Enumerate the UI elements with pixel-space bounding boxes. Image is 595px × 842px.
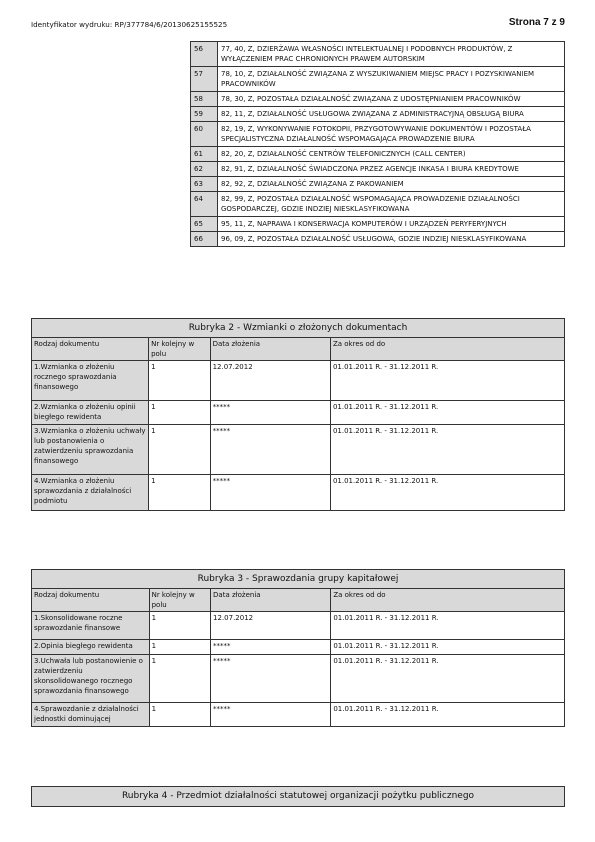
table-row <box>32 703 565 727</box>
sequence-number-cell: 1 <box>149 640 210 655</box>
sequence-number-cell: 1 <box>149 425 210 475</box>
document-type-cell: 2.Wzmianka o złożeniu opinii biegłego rewidenta <box>32 401 149 425</box>
table-header-row <box>32 589 565 612</box>
rubryka-4-table <box>31 786 565 807</box>
sequence-number-cell: 1 <box>149 703 210 727</box>
filing-date-cell: ***** <box>210 425 330 475</box>
column-header: Data złożenia <box>211 589 331 612</box>
pkd-row-number: 58 <box>191 92 218 107</box>
pkd-row <box>191 217 565 232</box>
filing-date-cell: 12.07.2012 <box>210 361 330 401</box>
table-row <box>32 612 565 640</box>
filing-date-cell: 12.07.2012 <box>211 612 331 640</box>
period-cell: 01.01.2011 R. - 31.12.2011 R. <box>331 612 565 640</box>
pkd-row-description: 78, 30, Z, POZOSTAŁA DZIAŁALNOŚĆ ZWIĄZANA Z UDOSTĘPNIANIEM PRACOWNIKÓW <box>218 92 565 107</box>
document-type-cell: 1.Skonsolidowane roczne sprawozdanie finansowe <box>32 612 150 640</box>
column-header: Rodzaj dokumentu <box>32 589 150 612</box>
pkd-row-description: 82, 19, Z, WYKONYWANIE FOTOKOPII, PRZYGOTOWYWANIE DOKUMENTÓW I POZOSTAŁA SPECJALISTYCZNA DZIAŁALNOŚĆ WSPOMAGAJĄCA PROWADZENIE BIURA <box>218 122 565 147</box>
pkd-row-number: 64 <box>191 192 218 217</box>
sequence-number-cell: 1 <box>149 361 210 401</box>
pkd-row-number: 66 <box>191 232 218 247</box>
document-type-cell: 3.Wzmianka o złożeniu uchwały lub postanowienia o zatwierdzeniu sprawozdania finansowego <box>32 425 149 475</box>
period-cell: 01.01.2011 R. - 31.12.2011 R. <box>330 361 564 401</box>
pkd-row <box>191 67 565 92</box>
table-row <box>32 655 565 703</box>
sequence-number-cell: 1 <box>149 401 210 425</box>
rubryka-2-title: Rubryka 2 - Wzmianki o złożonych dokumentach <box>32 319 565 338</box>
sequence-number-cell: 1 <box>149 655 210 703</box>
period-cell: 01.01.2011 R. - 31.12.2011 R. <box>331 703 565 727</box>
print-identifier: Identyfikator wydruku: RP/377784/6/20130625155525 <box>31 20 228 29</box>
pkd-row <box>191 42 565 67</box>
table-row <box>32 640 565 655</box>
pkd-row-description: 82, 99, Z, POZOSTAŁA DZIAŁALNOŚĆ WSPOMAGAJĄCA PROWADZENIE DZIAŁALNOŚCI GOSPODARCZEJ, GDZIE INDZIEJ NIESKLASYFIKOWANA <box>218 192 565 217</box>
table-row <box>32 425 565 475</box>
rubryka-4-title: Rubryka 4 - Przedmiot działalności statutowej organizacji pożytku publicznego <box>32 787 565 807</box>
pkd-row-number: 63 <box>191 177 218 192</box>
column-header: Za okres od do <box>330 338 564 361</box>
document-type-cell: 4.Wzmianka o złożeniu sprawozdania z działalności podmiotu <box>32 475 149 511</box>
pkd-row <box>191 162 565 177</box>
pkd-row-description: 82, 11, Z, DZIAŁALNOŚĆ USŁUGOWA ZWIĄZANA Z ADMINISTRACYJNĄ OBSŁUGĄ BIURA <box>218 107 565 122</box>
pkd-row-description: 82, 91, Z, DZIAŁALNOŚĆ ŚWIADCZONA PRZEZ AGENCJE INKASA I BIURA KREDYTOWE <box>218 162 565 177</box>
pkd-row <box>191 232 565 247</box>
pkd-row <box>191 147 565 162</box>
period-cell: 01.01.2011 R. - 31.12.2011 R. <box>330 475 564 511</box>
pkd-row-description: 77, 40, Z, DZIERŻAWA WŁASNOŚCI INTELEKTUALNEJ I PODOBNYCH PRODUKTÓW, Z WYŁĄCZENIEM PRAC CHRONIONYCH PRAWEM AUTORSKIM <box>218 42 565 67</box>
sequence-number-cell: 1 <box>149 475 210 511</box>
filing-date-cell: ***** <box>211 655 331 703</box>
sequence-number-cell: 1 <box>149 612 210 640</box>
pkd-row-description: 95, 11, Z, NAPRAWA I KONSERWACJA KOMPUTERÓW I URZĄDZEŃ PERYFERYJNYCH <box>218 217 565 232</box>
pkd-row-number: 65 <box>191 217 218 232</box>
document-type-cell: 1.Wzmianka o złożeniu rocznego sprawozdania finansowego <box>32 361 149 401</box>
filing-date-cell: ***** <box>210 401 330 425</box>
table-row <box>32 401 565 425</box>
pkd-row-number: 57 <box>191 67 218 92</box>
pkd-row-description: 78, 10, Z, DZIAŁALNOŚĆ ZWIĄZANA Z WYSZUKIWANIEM MIEJSC PRACY I POZYSKIWANIEM PRACOWNIKÓW <box>218 67 565 92</box>
filing-date-cell: ***** <box>210 475 330 511</box>
period-cell: 01.01.2011 R. - 31.12.2011 R. <box>330 425 564 475</box>
document-type-cell: 3.Uchwała lub postanowienie o zatwierdzeniu skonsolidowanego rocznego sprawozdania finansowego <box>32 655 150 703</box>
column-header: Nr kolejny w polu <box>149 338 210 361</box>
pkd-row-description: 82, 92, Z, DZIAŁALNOŚĆ ZWIĄZANA Z PAKOWANIEM <box>218 177 565 192</box>
table-header-row <box>32 338 565 361</box>
column-header: Data złożenia <box>210 338 330 361</box>
period-cell: 01.01.2011 R. - 31.12.2011 R. <box>330 401 564 425</box>
column-header: Za okres od do <box>331 589 565 612</box>
table-row <box>32 475 565 511</box>
pkd-row-number: 61 <box>191 147 218 162</box>
pkd-activity-table <box>190 41 565 247</box>
pkd-row-number: 59 <box>191 107 218 122</box>
pkd-row <box>191 192 565 217</box>
period-cell: 01.01.2011 R. - 31.12.2011 R. <box>331 640 565 655</box>
pkd-row-description: 82, 20, Z, DZIAŁALNOŚĆ CENTRÓW TELEFONICZNYCH (CALL CENTER) <box>218 147 565 162</box>
page-number: Strona 7 z 9 <box>508 17 565 28</box>
rubryka-2-table <box>31 318 565 511</box>
pkd-row <box>191 107 565 122</box>
pkd-row <box>191 122 565 147</box>
pkd-row-number: 60 <box>191 122 218 147</box>
column-header: Rodzaj dokumentu <box>32 338 149 361</box>
column-header: Nr kolejny w polu <box>149 589 210 612</box>
period-cell: 01.01.2011 R. - 31.12.2011 R. <box>331 655 565 703</box>
rubryka-3-title: Rubryka 3 - Sprawozdania grupy kapitałowej <box>32 570 565 589</box>
table-row <box>32 361 565 401</box>
pkd-row-description: 96, 09, Z, POZOSTAŁA DZIAŁALNOŚĆ USŁUGOWA, GDZIE INDZIEJ NIESKLASYFIKOWANA <box>218 232 565 247</box>
rubryka-3-table <box>31 569 565 727</box>
pkd-row <box>191 177 565 192</box>
document-type-cell: 2.Opinia biegłego rewidenta <box>32 640 150 655</box>
pkd-row-number: 62 <box>191 162 218 177</box>
pkd-row-number: 56 <box>191 42 218 67</box>
filing-date-cell: ***** <box>211 703 331 727</box>
pkd-row <box>191 92 565 107</box>
document-type-cell: 4.Sprawozdanie z działalności jednostki dominującej <box>32 703 150 727</box>
filing-date-cell: ***** <box>211 640 331 655</box>
